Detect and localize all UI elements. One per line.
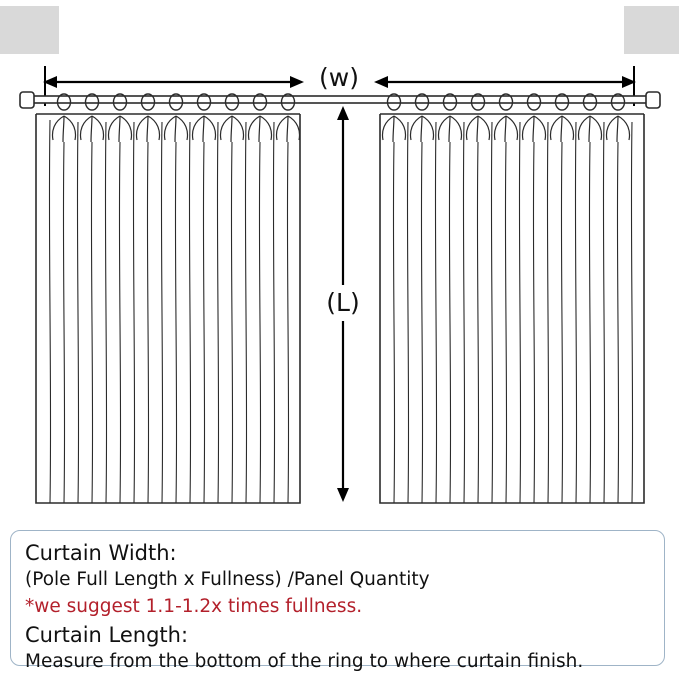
title-bar — [0, 0, 679, 60]
measurement-info-box — [10, 530, 665, 672]
curtain-length-instruction: Measure from the bottom of the ring to where curtain finish. — [25, 651, 584, 672]
fullness-suggestion-note: *we suggest 1.1-1.2x times fullness. — [25, 596, 363, 617]
curtain-width-heading: Curtain Width: — [25, 541, 177, 565]
width-label: (w) — [304, 62, 374, 94]
length-label: (L) — [312, 285, 374, 321]
curtain-width-formula: (Pole Full Length x Fullness) /Panel Quantity — [25, 569, 430, 590]
left-curtain-panel — [36, 94, 300, 503]
right-curtain-panel — [380, 94, 644, 503]
curtain-length-heading: Curtain Length: — [25, 623, 189, 647]
